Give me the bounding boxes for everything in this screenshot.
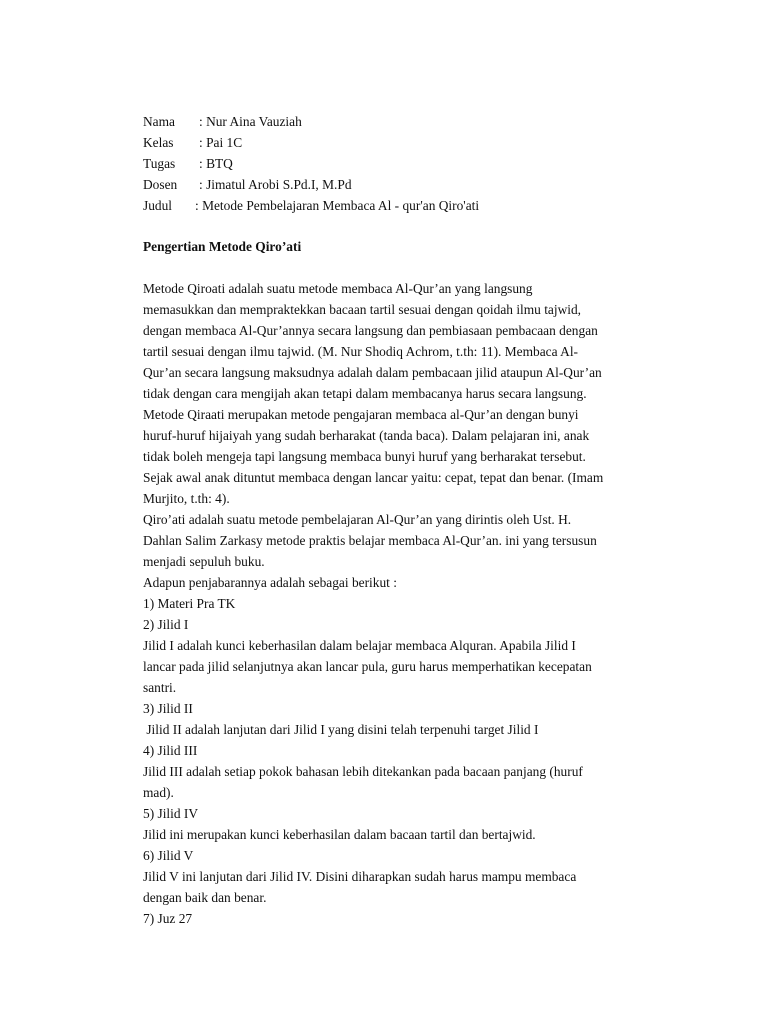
header-spacer [189, 153, 199, 174]
paragraph-line: Sejak awal anak dituntut membaca dengan lancar yaitu: cepat, tepat dan benar. (Imam [143, 470, 604, 485]
paragraph-line: tartil sesuai dengan ilmu tajwid. (M. Nur Shodiq Achrom, t.th: 11). Membaca Al- [143, 344, 578, 359]
list-item-text: Jilid III adalah setiap pokok bahasan lebih ditekankan pada bacaan panjang (huruf [143, 764, 583, 779]
section-heading: Pengertian Metode Qiro’ati [143, 239, 302, 254]
list-item-text: Jilid II adalah lanjutan dari Jilid I yang disini telah terpenuhi target Jilid I [143, 722, 539, 737]
list-item-heading: 2) Jilid I [143, 617, 189, 632]
header-row-nama [143, 111, 683, 132]
paragraph-line: Metode Qiraati merupakan metode pengajaran membaca al-Qur’an dengan bunyi [143, 407, 579, 422]
list-item-heading: 3) Jilid II [143, 701, 193, 716]
header-row-judul [143, 195, 683, 216]
paragraph-line: Qur’an secara langsung maksudnya adalah dalam pembacaan jilid ataupun Al-Qur’an [143, 365, 602, 380]
paragraph-line: memasukkan dan mempraktekkan bacaan tartil sesuai dengan qoidah ilmu tajwid, [143, 302, 582, 317]
header-spacer [189, 132, 199, 153]
list-item-heading: 7) Juz 27 [143, 911, 193, 926]
paragraph-line: Qiro’ati adalah suatu metode pembelajaran Al-Qur’an yang dirintis oleh Ust. H. [143, 512, 572, 527]
list-item-heading: 4) Jilid III [143, 743, 198, 758]
list-item-heading: 5) Jilid IV [143, 806, 199, 821]
paragraph-line: tidak boleh mengeja tapi langsung membaca bunyi huruf yang berharakat tersebut. [143, 449, 586, 464]
list-item-text: Jilid I adalah kunci keberhasilan dalam belajar membaca Alquran. Apabila Jilid I [143, 638, 576, 653]
list-item-text: Jilid V ini lanjutan dari Jilid IV. Disini diharapkan sudah harus mampu membaca [143, 869, 577, 884]
header-value-kelas: : Pai 1C [199, 135, 243, 150]
paragraph-line: dengan membaca Al-Qur’annya secara langsung dan pembiasaan pembacaan dengan [143, 323, 598, 338]
header-value-dosen: : Jimatul Arobi S.Pd.I, M.Pd [199, 177, 352, 192]
paragraph-line: Dahlan Salim Zarkasy metode praktis belajar membaca Al-Qur’an. ini yang tersusun [143, 533, 597, 548]
header-spacer [189, 174, 199, 195]
header-spacer [185, 195, 195, 216]
header-row-kelas [143, 132, 683, 153]
list-item-text: mad). [143, 785, 174, 800]
paragraph-line: Adapun penjabarannya adalah sebagai berikut : [143, 575, 397, 590]
list-item-text: Jilid ini merupakan kunci keberhasilan dalam bacaan tartil dan bertajwid. [143, 827, 536, 842]
header-label-nama: Nama [143, 114, 175, 129]
list-item-text: dengan baik dan benar. [143, 890, 267, 905]
paragraph-line: menjadi sepuluh buku. [143, 554, 265, 569]
header-label-tugas: Tugas [143, 156, 176, 171]
paragraph-line: Metode Qiroati adalah suatu metode membaca Al-Qur’an yang langsung [143, 281, 533, 296]
identity-header [143, 111, 683, 216]
header-label-kelas: Kelas [143, 135, 174, 150]
paragraph-line: huruf-huruf hijaiyah yang sudah berharakat (tanda baca). Dalam pelajaran ini, anak [143, 428, 590, 443]
header-label-judul: Judul [143, 198, 173, 213]
paragraph-line: tidak dengan cara mengijah akan tetapi dalam membacanya harus secara langsung. [143, 386, 587, 401]
paragraph-line: Murjito, t.th: 4). [143, 491, 230, 506]
header-spacer [189, 111, 199, 132]
list-item-text: lancar pada jilid selanjutnya akan lancar pula, guru harus memperhatikan kecepatan [143, 659, 592, 674]
header-value-tugas: : BTQ [199, 156, 233, 171]
list-item-heading: 6) Jilid V [143, 848, 194, 863]
header-value-judul: : Metode Pembelajaran Membaca Al - qur'an Qiro'ati [195, 198, 480, 213]
body-text [143, 278, 673, 929]
header-row-dosen [143, 174, 683, 195]
list-item-heading: 1) Materi Pra TK [143, 596, 236, 611]
header-label-dosen: Dosen [143, 177, 178, 192]
header-value-nama: : Nur Aina Vauziah [199, 114, 302, 129]
header-row-tugas [143, 153, 683, 174]
list-item-text: santri. [143, 680, 177, 695]
